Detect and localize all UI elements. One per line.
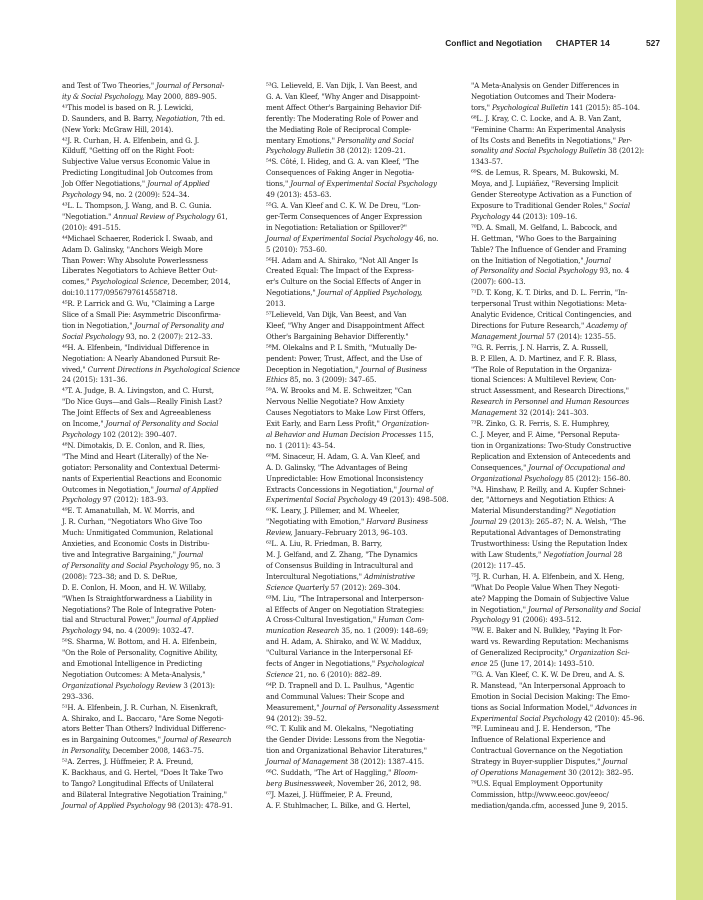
note-line: in Personality, December 2008, 1463–75. xyxy=(62,746,204,756)
italic-title: Journal of Experimental Social Psychology xyxy=(266,233,413,243)
note-line: ⁵⁰S. Sharma, W. Bottom, and H. A. Elfenbein, xyxy=(62,637,217,647)
note-line: tors," Psychological Bulletin 141 (2015): 85–104. xyxy=(471,102,640,112)
note-line: ⁶⁸L. J. Kray, C. C. Locke, and A. B. Van Zant, xyxy=(471,113,622,123)
note-line: Exit Early, and Earn Less Profit," Organization- xyxy=(266,419,430,429)
note-line: Psychology 44 (2013): 109–16. xyxy=(471,211,578,221)
note-line: ⁶⁹S. de Lemus, R. Spears, M. Bukowski, M. xyxy=(471,168,619,178)
note-line: Strategy in Buyer-supplier Disputes," Journal xyxy=(471,757,628,767)
italic-title: Journal xyxy=(602,757,628,767)
note-line: J. R. Curhan, "Negotiators Who Give Too xyxy=(62,517,203,527)
italic-title: ence xyxy=(471,659,488,669)
italic-title: sonality and Social Psychology Bulletin xyxy=(471,146,607,156)
note-line: ⁴⁴Michael Schaerer, Roderick I. Swaab, and xyxy=(62,233,213,243)
note-line: Social Psychology 93, no. 2 (2007): 212–33. xyxy=(62,331,213,341)
chapter-label: CHAPTER 14 xyxy=(555,38,610,48)
chapter-tab-stripe xyxy=(676,0,703,900)
notes-column-3 xyxy=(471,81,663,812)
note-line: "Feminine Charm: An Experimental Analysis xyxy=(471,124,626,134)
note-line: Psychology 97 (2012): 183–93. xyxy=(62,495,169,505)
note-line: ⁵⁵G. A. Van Kleef and C. K. W. De Dreu, "Lon- xyxy=(266,200,421,210)
italic-title: Psychology xyxy=(471,211,510,221)
note-line: of Generalized Reciprocity," Organization Sci- xyxy=(471,648,630,658)
note-line: "The Mind and Heart (Literally) of the Ne- xyxy=(62,451,209,461)
note-line: Negotiation Outcomes and Their Modera- xyxy=(471,91,616,101)
italic-title: Journal of Personality and Social xyxy=(527,604,641,614)
italic-title: Journal of Personal- xyxy=(156,81,225,90)
note-line: ity & Social Psychology, May 2000, 889–905. xyxy=(62,91,217,101)
note-line: G. A. Van Kleef, "Why Anger and Disappoint- xyxy=(266,91,421,101)
italic-title: Human Com- xyxy=(378,615,424,625)
note-line: Organizational Psychology Review 3 (2013): xyxy=(62,680,215,690)
note-line: the Gender Divide: Lessons from the Negotia- xyxy=(266,735,425,745)
note-line: 1343–57. xyxy=(471,157,503,167)
italic-title: Journal of Applied Psychology, xyxy=(317,288,423,298)
note-line: and Emotional Intelligence in Predicting xyxy=(62,659,203,669)
note-line: Measurement," Journal of Personality Assessment xyxy=(266,702,439,712)
note-line: Journal 29 (2013): 265–87; N. A. Welsh, "The xyxy=(471,517,626,527)
note-line: "Negotiation." Annual Review of Psychology 61, xyxy=(62,211,228,221)
note-line: ⁴⁶H. A. Elfenbein, "Individual Difference in xyxy=(62,342,210,352)
italic-title: Review, xyxy=(266,528,293,538)
note-line: 2013. xyxy=(266,299,286,309)
note-line: er's Culture on the Social Effects of Anger in xyxy=(266,277,421,287)
note-line: Psychology 94, no. 2 (2009): 524–34. xyxy=(62,190,190,200)
note-line: ward vs. Rewarding Reputation: Mechanisms xyxy=(471,637,629,647)
note-line: Than Power: Why Absolute Powerlessness xyxy=(62,255,208,265)
note-line: with Law Students," Negotiation Journal 28 xyxy=(471,549,623,559)
italic-title: Psychology xyxy=(471,615,510,625)
note-line: nants of Experiential Reactions and Economic xyxy=(62,473,222,483)
note-line: ⁷³R. Zinko, G. R. Ferris, S. E. Humphrey, xyxy=(471,419,610,429)
note-line: ⁷⁴A. Hinshaw, P. Reilly, and A. Kupfer Schnei- xyxy=(471,484,626,494)
note-line: Nervous Nellie Negotiate? How Anxiety xyxy=(266,397,405,407)
italic-title: of Operations Management xyxy=(471,768,567,778)
italic-title: Psychological Bulletin xyxy=(491,102,569,112)
italic-title: Organization Sci- xyxy=(569,648,630,658)
note-line: ⁷⁸F. Lumineau and J. E. Henderson, "The xyxy=(471,724,611,734)
note-line: Commission, http://www.eeoc.gov/eeoc/ xyxy=(471,789,609,799)
note-line: ence 25 (June 17, 2014): 1493–510. xyxy=(471,659,595,669)
note-line: no. 1 (2011): 43–54. xyxy=(266,440,336,450)
note-line: A. Shirako, and L. Baccaro, "Are Some Negoti- xyxy=(62,713,224,723)
note-line: (2012): 117–45. xyxy=(471,560,526,570)
note-line: ⁴³L. L. Thompson, J. Wang, and B. C. Gunia. xyxy=(62,200,212,210)
note-line: C. J. Meyer, and F. Aime, "Personal Reputa- xyxy=(471,430,620,439)
note-line: Negotiations," Journal of Applied Psychology, xyxy=(266,288,423,298)
note-line: tional Sciences: A Multilevel Review, Con- xyxy=(471,375,617,385)
note-line: Management Journal 57 (2014): 1235–55. xyxy=(471,331,616,341)
italic-title: of Personality and Social Psychology xyxy=(62,560,189,570)
note-line: Moya, and J. Lupiáñez, "Reversing Implicit xyxy=(471,179,619,189)
note-line: ⁷¹D. T. Kong, K. T. Dirks, and D. L. Ferrin, "In- xyxy=(471,288,628,298)
note-line: Predicting Longitudinal Job Outcomes from xyxy=(62,168,213,178)
note-line: ators Better Than Others? Individual Differenc- xyxy=(62,724,226,734)
note-line: (New York: McGraw Hill, 2014). xyxy=(62,124,174,134)
note-line: on Income," Journal of Personality and Social xyxy=(62,419,219,429)
italic-title: berg Businessweek, xyxy=(266,779,336,788)
note-line: Contractual Governance on the Negotiation xyxy=(471,746,623,756)
italic-title: Journal of Experimental Social Psychology xyxy=(290,179,437,189)
note-line: Adam D. Galinsky, "Anchors Weigh More xyxy=(62,244,203,254)
note-line: 5 (2010): 753–60. xyxy=(266,244,327,254)
italic-title: munication Research xyxy=(266,626,340,636)
note-line: Psychology 91 (2006): 493–512. xyxy=(471,615,582,625)
note-line: der, "Attorneys and Negotiation Ethics: A xyxy=(471,495,614,505)
note-line: ⁷⁹U.S. Equal Employment Opportunity xyxy=(471,779,603,788)
note-line: Much: Unmitigated Communion, Relational xyxy=(62,528,213,538)
note-line: ⁵²A. Zerres, J. Hüffmeier, P. A. Freund, xyxy=(62,757,194,767)
note-line: in Negotiation," Journal of Personality and Social xyxy=(471,604,641,614)
italic-title: Personality and Social xyxy=(337,135,414,145)
italic-title: Ethics xyxy=(266,375,288,385)
note-line: Organizational Psychology 85 (2012): 156–80. xyxy=(471,473,631,483)
note-line: berg Businessweek, November 26, 2012, 98. xyxy=(266,779,422,788)
italic-title: Academy of xyxy=(586,320,627,330)
note-line: ment Affect Other's Bargaining Behavior Dif- xyxy=(266,102,422,112)
note-line: Extracts Concessions in Negotiation," Journal of xyxy=(266,484,433,494)
note-line: Consequences," Journal of Occupational and xyxy=(471,462,626,472)
italic-title: Journal of Management xyxy=(266,757,348,767)
italic-title: Journal of Applied xyxy=(156,615,219,625)
note-line: B. P. Ellen, A. D. Martinez, and F. R. Blass, xyxy=(471,353,617,363)
note-line: gotiator: Personality and Contextual Determi- xyxy=(62,462,221,472)
note-line: of Consensus Building in Intracultural and xyxy=(266,560,414,570)
note-line: ⁶⁷J. Mazei, J. Hüffmeier, P. A. Freund, xyxy=(266,789,393,799)
note-line: Deception in Negotiation," Journal of Business xyxy=(266,364,427,374)
note-line: in Negotiation: Retaliation or Spillover?" xyxy=(266,222,407,232)
note-line: and H. Adam, A. Shirako, and W. W. Maddux, xyxy=(266,637,422,647)
note-line: Ethics 85, no. 3 (2009): 347–65. xyxy=(266,375,377,385)
italic-title: Journal xyxy=(471,517,497,527)
italic-title: Management Journal xyxy=(471,331,545,341)
note-line: Material Misunderstanding?" Negotiation xyxy=(471,506,616,516)
note-line: (2008): 723–38; and D. S. DeRue, xyxy=(62,571,178,581)
note-line: ⁴⁹E. T. Amanatullah, M. W. Morris, and xyxy=(62,506,195,516)
note-line: tion and Organizational Behavior Literatures," xyxy=(266,746,427,756)
note-line: "On the Role of Personality, Cognitive Ability, xyxy=(62,648,218,658)
note-line: to Tango? Longitudinal Effects of Unilateral xyxy=(62,779,214,788)
italic-title: Organizational Psychology Review xyxy=(62,680,182,690)
italic-title: Annual Review of Psychology xyxy=(113,211,215,221)
note-line: Outcomes in Negotiation," Journal of Applied xyxy=(62,484,219,494)
italic-title: Journal of Business xyxy=(360,364,427,374)
note-line: Kilduff, "Getting off on the Right Foot: xyxy=(62,146,195,156)
note-line: ⁵⁹A. W. Brooks and M. E. Schweitzer, "Can xyxy=(266,386,412,396)
note-line: ⁷⁷G. A. Van Kleef, C. K. W. De Dreu, and A. S. xyxy=(471,669,625,679)
note-line: Science Quarterly 57 (2012): 269–304. xyxy=(266,582,401,592)
italic-title: Management xyxy=(471,408,517,418)
note-line: tive and Integrative Bargaining," Journal xyxy=(62,549,204,559)
note-line: ⁷⁶W. E. Baker and N. Bulkley, "Paying It For- xyxy=(471,626,623,636)
note-line: H. Gettman, "Who Goes to the Bargaining xyxy=(471,233,617,243)
note-line: ⁶⁴P. D. Trapnell and D. L. Paulhus, "Agentic xyxy=(266,680,414,690)
italic-title: Journal of Personality Assessment xyxy=(321,702,439,712)
note-line: mediation/qanda.cfm, accessed June 9, 2015. xyxy=(471,800,628,810)
notes-column-1 xyxy=(62,81,254,812)
italic-title: Negotiation Journal xyxy=(543,549,612,559)
note-line: Emotion in Social Decision Making: The Emo- xyxy=(471,691,630,701)
italic-title: Social Psychology xyxy=(62,331,124,341)
italic-title: Journal xyxy=(585,255,611,265)
note-line: Job Offer Negotiations," Journal of Applied xyxy=(62,179,210,189)
note-line: of Operations Management 30 (2012): 382–95. xyxy=(471,768,634,778)
note-line: (2010): 491–515. xyxy=(62,222,121,232)
italic-title: Journal of Personality and xyxy=(134,320,225,330)
note-line: R. Manstead, "An Interpersonal Approach to xyxy=(471,680,626,690)
note-line: ⁵³G. Lelieveld, E. Van Dijk, I. Van Beest, and xyxy=(266,81,418,90)
italic-title: Psychological Science, xyxy=(91,277,170,287)
note-line: ate? Mapping the Domain of Subjective Value xyxy=(471,593,629,603)
note-line: doi:10.1177/0956797614558718. xyxy=(62,288,178,298)
note-line: of Its Costs and Benefits in Negotiations," Per- xyxy=(471,135,632,145)
note-line: comes," Psychological Science, December, 2014, xyxy=(62,277,231,287)
note-line: vived," Current Directions in Psychological Science xyxy=(62,364,240,374)
note-line: Influence of Relational Experience and xyxy=(471,735,606,745)
note-line: M. J. Gelfand, and Z. Zhang, "The Dynamics xyxy=(266,549,418,559)
note-line: D. Saunders, and B. Barry, Negotiation, 7th ed. xyxy=(62,113,226,123)
note-line: Consequences of Faking Anger in Negotia- xyxy=(266,168,415,178)
note-line: Journal of Management 38 (2012): 1387–415. xyxy=(266,757,424,767)
note-line: ⁶³M. Liu, "The Intrapersonal and Interperson- xyxy=(266,593,424,603)
note-line: and Bilateral Integrative Negotiation Training," xyxy=(62,789,227,799)
note-line: Kleef, "Why Anger and Disappointment Affect xyxy=(266,320,425,330)
note-line: Created Equal: The Impact of the Express- xyxy=(266,266,414,276)
italic-title: Psychology xyxy=(62,495,101,505)
note-line: mentary Emotions," Personality and Social xyxy=(266,135,414,145)
note-line: ⁷²G. R. Ferris, J. N. Harris, Z. A. Russell, xyxy=(471,342,608,352)
note-line: tial and Structural Power," Journal of Applied xyxy=(62,615,219,625)
note-line: Science 21, no. 6 (2010): 882–89. xyxy=(266,669,382,679)
italic-title: of Personality and Social Psychology xyxy=(471,266,598,276)
note-line: tion in Negotiation," Journal of Personality and xyxy=(62,320,225,330)
italic-title: in Personality, xyxy=(62,746,111,756)
note-line: ⁴²J. R. Curhan, H. A. Elfenbein, and G. J. xyxy=(62,135,199,145)
italic-title: Negotiation, xyxy=(155,113,199,123)
italic-title: Research in Personnel and Human Resources xyxy=(471,397,630,407)
note-line: of Personality and Social Psychology 93, no. 4 xyxy=(471,266,630,276)
note-line: Management 32 (2014): 241–303. xyxy=(471,408,589,418)
note-line: Negotiation Outcomes: A Meta-Analysis," xyxy=(62,669,206,679)
note-line: "What Do People Value When They Negoti- xyxy=(471,582,620,592)
italic-title: Negotiation xyxy=(574,506,616,516)
note-line: ⁴¹This model is based on R. J. Lewicki, xyxy=(62,102,194,112)
note-line: es in Bargaining Outcomes," Journal of Research xyxy=(62,735,232,745)
italic-title: Journal of Personality and Social xyxy=(105,419,219,429)
note-line: munication Research 35, no. 1 (2009): 148–69; xyxy=(266,626,429,636)
note-line: Experimental Social Psychology 42 (2010): 45–96. xyxy=(471,713,645,723)
note-line: of Personality and Social Psychology 95, no. 3 xyxy=(62,560,221,570)
note-line: ⁶⁶C. Suddath, "The Art of Haggling," Bloom- xyxy=(266,768,418,778)
note-line: "When Is Straightforwardness a Liability in xyxy=(62,593,213,603)
note-line: Review, January–February 2013, 96–103. xyxy=(266,528,408,538)
note-line: tions as Social Information Model," Advances in xyxy=(471,702,637,712)
italic-title: Psychology xyxy=(62,430,101,439)
running-header-title: Conflict and Negotiation xyxy=(445,38,542,48)
note-line: K. Backhaus, and G. Hertel, "Does It Take Two xyxy=(62,768,223,778)
note-line: terpersonal Trust within Negotiations: Meta- xyxy=(471,299,627,309)
note-line: (2007): 600–13. xyxy=(471,277,526,287)
italic-title: Administrative xyxy=(363,571,415,581)
italic-title: Harvard Business xyxy=(366,517,428,527)
note-line: and Communal Values: Their Scope and xyxy=(266,691,405,701)
italic-title: Current Directions in Psychological Science xyxy=(87,364,240,374)
note-line: Unpredictable: How Emotional Inconsistency xyxy=(266,473,424,483)
note-line: A Cross-Cultural Investigation," Human Com- xyxy=(266,615,424,625)
note-line: Subjective Value versus Economic Value in xyxy=(62,157,210,167)
note-line: ⁴⁷T. A. Judge, B. A. Livingston, and C. Hurst, xyxy=(62,386,214,396)
italic-title: Psychology xyxy=(62,190,101,200)
note-line: Analytic Evidence, Critical Contingencies, and xyxy=(471,310,632,320)
italic-title: ity & Social Psychology, xyxy=(62,91,145,101)
note-line: Replication and Extension of Antecedents and xyxy=(471,451,631,461)
note-line: Slice of a Small Pie: Asymmetric Disconfirma- xyxy=(62,310,221,320)
note-line: 24 (2015): 131–36. xyxy=(62,375,128,385)
italic-title: Experimental Social Psychology xyxy=(471,713,582,723)
italic-title: Social xyxy=(608,200,630,210)
note-line: Journal of Applied Psychology 98 (2013): 478–91. xyxy=(62,800,233,810)
note-line: sonality and Social Psychology Bulletin 38 (2012): xyxy=(471,146,644,156)
note-line: 293–336. xyxy=(62,691,94,701)
note-line: tions," Journal of Experimental Social Psychology xyxy=(266,179,437,189)
note-line: Psychology Bulletin 38 (2012): 1209–21. xyxy=(266,146,406,156)
note-line: Psychology 94, no. 4 (2009): 1032–47. xyxy=(62,626,194,636)
note-line: Negotiation: A Nearly Abandoned Pursuit Re- xyxy=(62,353,220,363)
italic-title: Per- xyxy=(617,135,632,145)
italic-title: Journal xyxy=(178,549,204,559)
note-line: ⁵¹H. A. Elfenbein, J. R. Curhan, N. Eisenkraft, xyxy=(62,702,218,712)
note-line: al Behavior and Human Decision Processes 115, xyxy=(266,430,434,439)
italic-title: Journal of Research xyxy=(163,735,232,745)
note-line: Liberates Negotiators to Achieve Better Out- xyxy=(62,266,218,276)
note-line: Other's Bargaining Behavior Differently." xyxy=(266,331,409,341)
note-line: "Do Nice Guys—and Gals—Really Finish Last? xyxy=(62,397,223,407)
italic-title: Bloom- xyxy=(393,768,418,778)
italic-title: Journal of Applied Psychology xyxy=(62,800,166,810)
note-line: "Negotiating with Emotion," Harvard Business xyxy=(266,517,428,527)
note-line: and Test of Two Theories," Journal of Personal- xyxy=(62,81,225,90)
note-line: 94 (2012): 39–52. xyxy=(266,713,327,723)
note-line: Reputational Advantages of Demonstrating xyxy=(471,528,621,538)
note-line: ⁶⁵C. T. Kulik and M. Olekalns, "Negotiating xyxy=(266,724,414,734)
italic-title: al Behavior and Human Decision Processes xyxy=(266,430,417,439)
endnotes xyxy=(62,81,662,881)
note-line: A. F. Stuhlmacher, L. Bilke, and G. Hertel, xyxy=(266,800,411,810)
note-line: ⁵⁷Lelieveld, Van Dijk, Van Beest, and Van xyxy=(266,310,407,320)
italic-title: Organizational Psychology xyxy=(471,473,563,483)
note-line: D. E. Conlon, H. Moon, and H. W. Willaby, xyxy=(62,582,207,592)
note-line: fects of Anger in Negotiations," Psychological xyxy=(266,659,425,669)
note-line: al Effects of Anger on Negotiation Strategies: xyxy=(266,604,425,614)
note-line: ⁴⁵R. P. Larrick and G. Wu, "Claiming a Large xyxy=(62,299,215,309)
note-line: ⁷⁵J. R. Curhan, H. A. Elfenbein, and X. Heng, xyxy=(471,571,625,581)
note-line: ⁶¹K. Leary, J. Pillemer, and M. Wheeler, xyxy=(266,506,400,516)
note-line: struct Assessment, and Research Directions," xyxy=(471,386,629,396)
note-line: tion in Organizations: Two-Study Constructive xyxy=(471,440,632,450)
note-line: "Cultural Variance in the Interpersonal Ef- xyxy=(266,648,413,658)
italic-title: Science Quarterly xyxy=(266,582,329,592)
note-line: Intercultural Negotiations," Administrative xyxy=(266,571,415,581)
italic-title: Science xyxy=(266,669,294,679)
note-line: Table? The Influence of Gender and Framing xyxy=(471,244,627,254)
running-header xyxy=(60,38,660,52)
note-line: A. D. Galinsky, "The Advantages of Being xyxy=(266,462,408,472)
note-line: The Joint Effects of Sex and Agreeableness xyxy=(62,408,211,418)
italic-title: Advances in xyxy=(595,702,637,712)
note-line: ⁵⁴S. Côté, I. Hideg, and G. A. van Kleef, "The xyxy=(266,157,419,167)
note-line: ferently: The Moderating Role of Power and xyxy=(266,113,419,123)
italic-title: Journal of Applied xyxy=(155,484,219,494)
note-line: Causes Negotiators to Make Low First Offers, xyxy=(266,408,426,418)
note-line: on the Initiation of Negotiation," Journal xyxy=(471,255,611,265)
note-line: "A Meta-Analysis on Gender Differences in xyxy=(471,81,620,90)
italic-title: Journal of Applied xyxy=(147,179,210,189)
italic-title: Experimental Social Psychology xyxy=(266,495,377,505)
note-line xyxy=(471,397,663,408)
note-line: Anxieties, and Economic Costs in Distribu- xyxy=(62,539,210,549)
note-line: ⁵⁸M. Olekalns and P. L Smith, "Mutually De- xyxy=(266,342,417,352)
note-line: ⁷⁰D. A. Small, M. Gelfand, L. Babcock, and xyxy=(471,222,618,232)
note-line: Journal of Experimental Social Psychology 46, no. xyxy=(266,233,439,243)
italic-title: Psychological xyxy=(377,659,425,669)
italic-title: Psychology Bulletin xyxy=(266,146,334,156)
note-line: ⁵⁶H. Adam and A. Shirako, "Not All Anger Is xyxy=(266,255,418,265)
italic-title: Journal of Occupational and xyxy=(528,462,626,472)
note-line: Psychology 102 (2012): 390–407. xyxy=(62,430,177,439)
note-line: ⁴⁸N. Dimotakis, D. E. Conlon, and R. Ilies, xyxy=(62,440,205,450)
italic-title: Psychology xyxy=(62,626,101,636)
note-line: Exposure to Traditional Gender Roles," Social xyxy=(471,200,630,210)
note-line: Directions for Future Research," Academy of xyxy=(471,320,627,330)
italic-title: Journal of xyxy=(399,484,433,494)
note-line: Trustworthiness: Using the Reputation Index xyxy=(471,539,628,549)
note-line: 49 (2013): 453–63. xyxy=(266,190,332,200)
notes-column-2 xyxy=(266,81,458,812)
note-line: ger-Term Consequences of Anger Expression xyxy=(266,211,423,221)
note-line: the Mediating Role of Reciprocal Comple- xyxy=(266,124,412,134)
page-number: 527 xyxy=(646,38,660,48)
note-line: "The Role of Reputation in the Organiza- xyxy=(471,364,612,374)
note-line: ⁶²L. A. Liu, R. Friedman, B. Barry, xyxy=(266,539,383,549)
note-line: Gender Stereotype Activation as a Function of xyxy=(471,190,632,200)
note-line: Experimental Social Psychology 49 (2013): 498–508. xyxy=(266,495,449,505)
note-line: ⁶⁰M. Sinaceur, H. Adam, G. A. Van Kleef, and xyxy=(266,451,421,461)
italic-title: Organization- xyxy=(381,419,430,429)
note-line: pendent: Power, Trust, Affect, and the Use of xyxy=(266,353,422,363)
note-line: Negotiations? The Role of Integrative Poten- xyxy=(62,604,217,614)
